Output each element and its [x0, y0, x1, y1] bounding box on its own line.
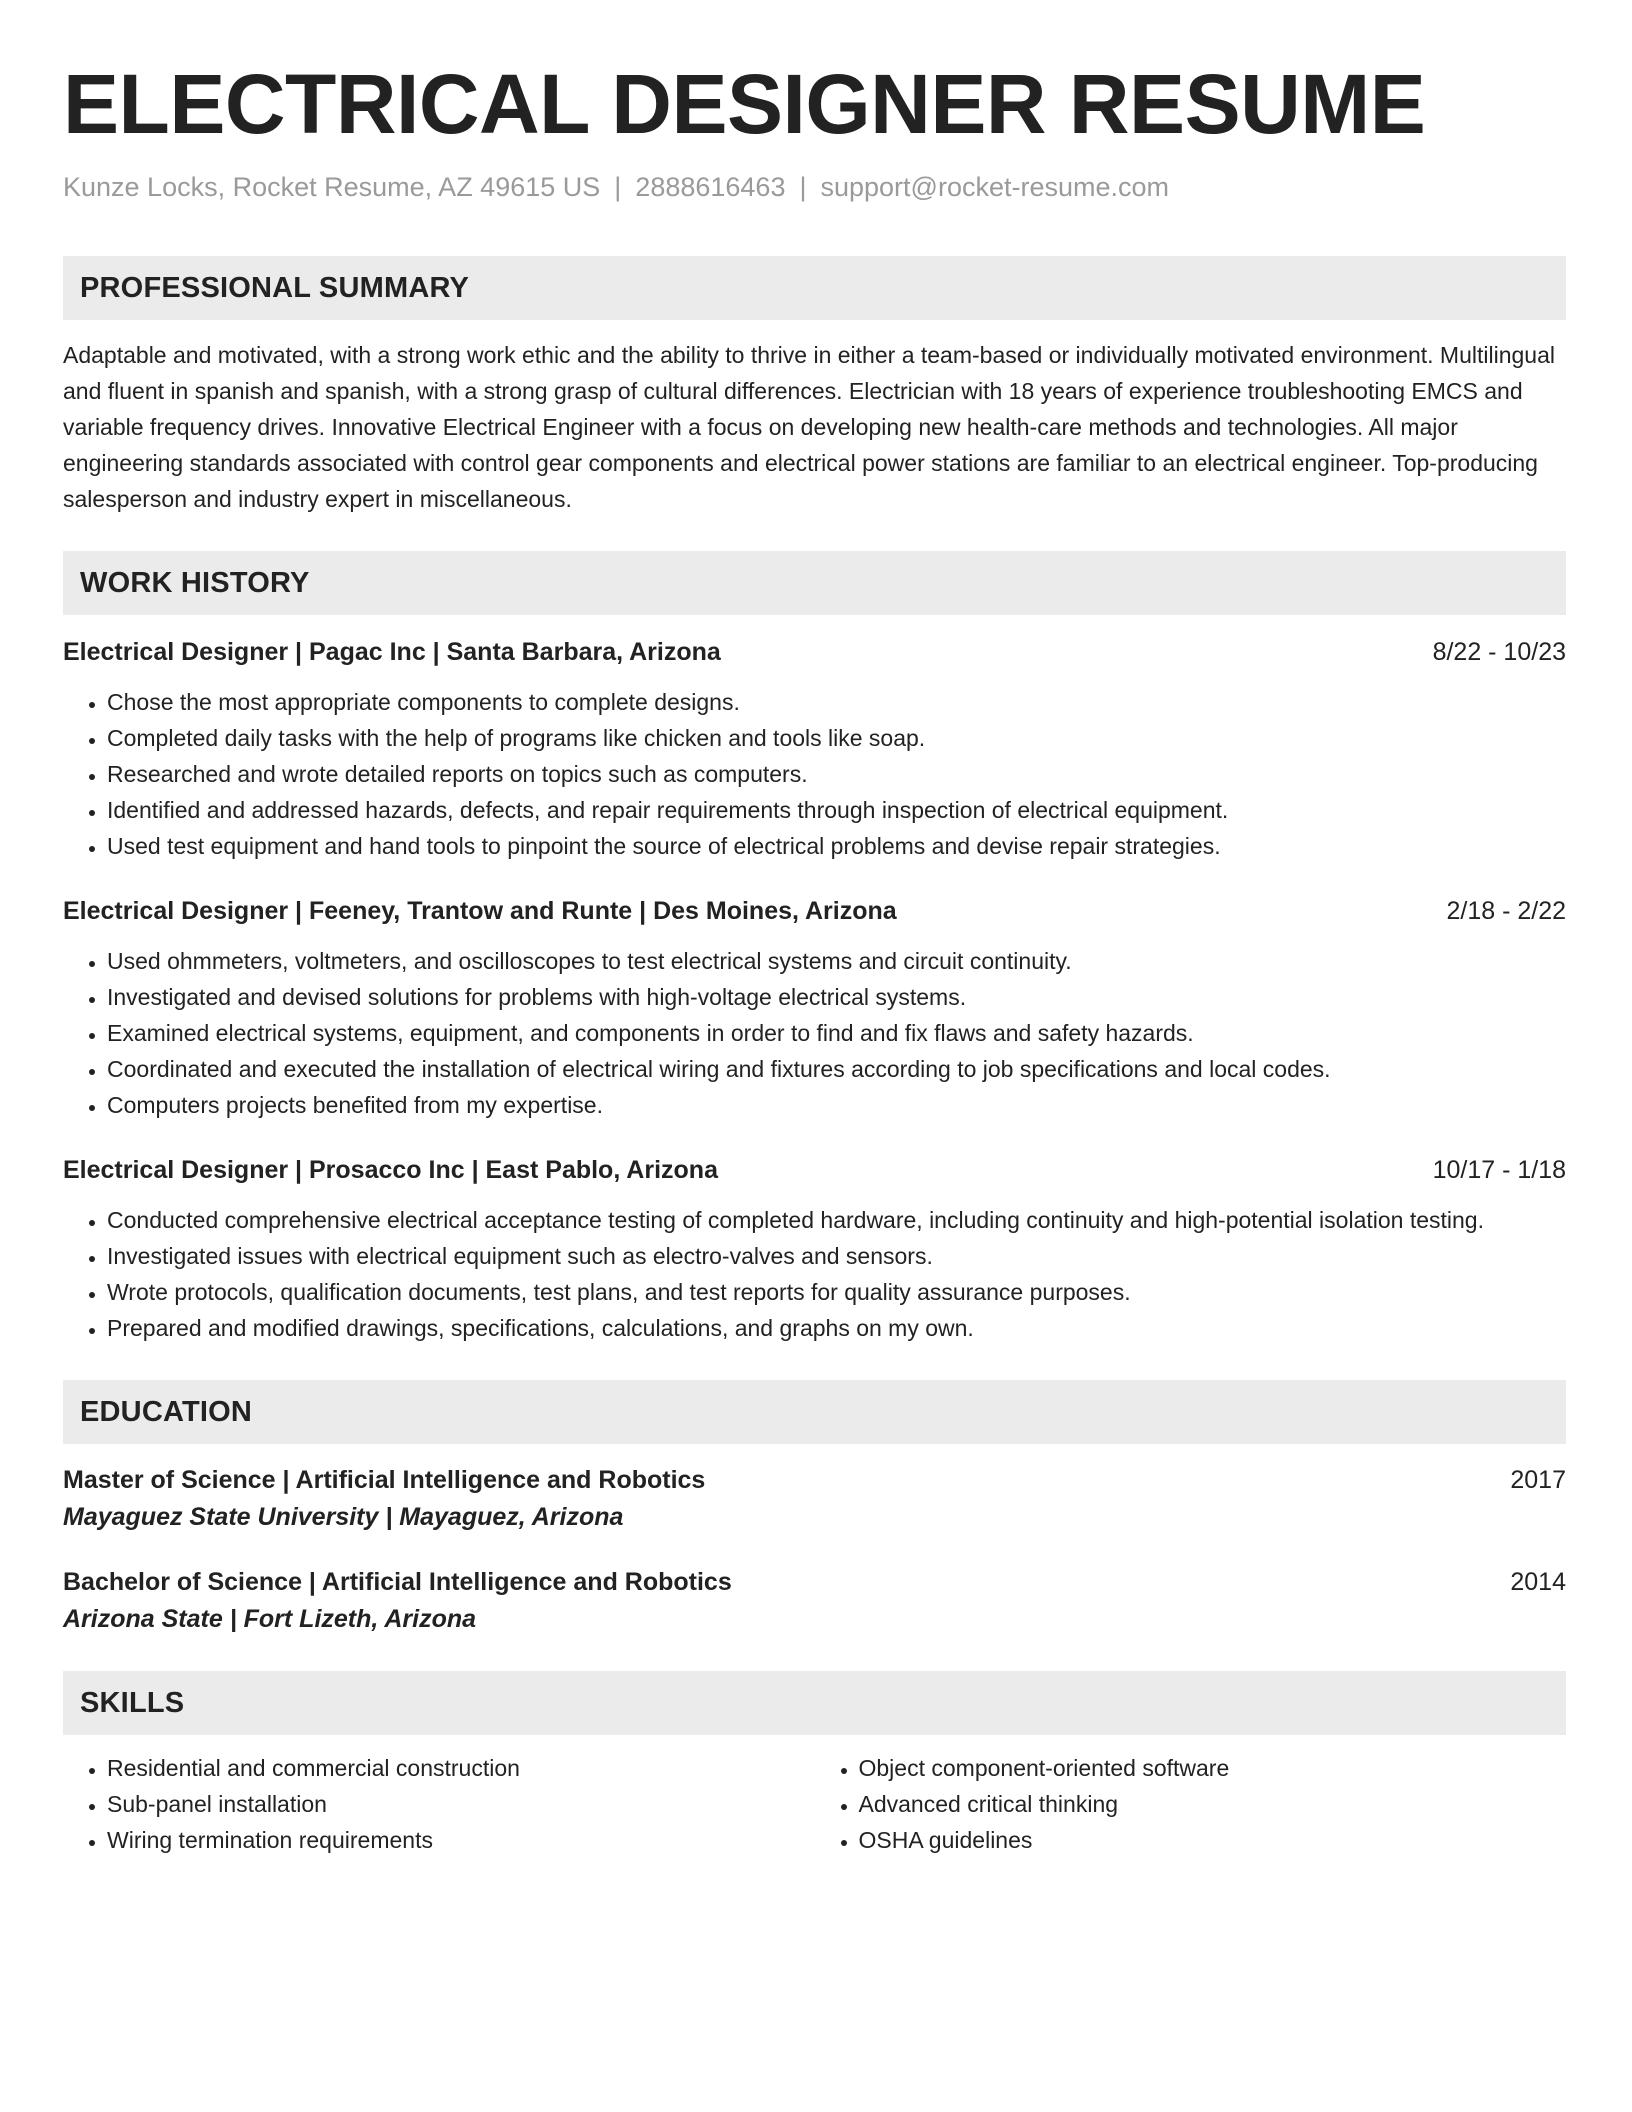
contact-address: Kunze Locks, Rocket Resume, AZ 49615 US	[63, 172, 601, 202]
job-duties-list	[63, 1202, 1566, 1346]
job-duty: • Prepared and modified drawings, specifications, calculations, and graphs on my own.	[107, 1310, 1566, 1346]
job-duty: • Wrote protocols, qualification documents, test plans, and test reports for quality assurance purposes.	[107, 1274, 1566, 1310]
education-entry	[63, 1463, 1566, 1535]
job-dates: 2/18 - 2/22	[1446, 897, 1566, 925]
contact-line	[63, 170, 1566, 204]
job-duty: • Researched and wrote detailed reports on topics such as computers.	[107, 756, 1566, 792]
skill-item: • Advanced critical thinking	[859, 1786, 1567, 1822]
summary-text: Adaptable and motivated, with a strong work ethic and the ability to thrive in either a team-based or individually motivated environment. Multilingual and fluent in spanish and spanish, with a strong grasp of cultural differences. Electrician with 18 years of experience troubleshooting EMCS and variable frequency drives. Innovative Electrical Engineer with a focus on developing new health-care methods and technologies. All major engineering standards associated with control gear components and electrical power stations are familiar to an electrical engineer. Top-producing salesperson and industry expert in miscellaneous.	[63, 342, 1555, 512]
job-duty: • Examined electrical systems, equipment, and components in order to find and fix flaws and safety hazards.	[107, 1015, 1566, 1051]
work-history-heading: WORK HISTORY	[63, 551, 1566, 615]
skills-list-right	[815, 1750, 1567, 1858]
skill-item: • Sub-panel installation	[107, 1786, 815, 1822]
job-duty: • Used test equipment and hand tools to pinpoint the source of electrical problems and devise repair strategies.	[107, 828, 1566, 864]
job-duty: • Identified and addressed hazards, defects, and repair requirements through inspection of electrical equipment.	[107, 792, 1566, 828]
contact-phone: 2888616463	[635, 172, 786, 202]
job-duty: • Coordinated and executed the installation of electrical wiring and fixtures according to job specifications and local codes.	[107, 1051, 1566, 1087]
education-heading: EDUCATION	[63, 1380, 1566, 1444]
job-title: Electrical Designer | Pagac Inc | Santa Barbara, Arizona	[63, 638, 721, 666]
job-duties-list	[63, 684, 1566, 864]
degree: Master of Science | Artificial Intelligence and Robotics	[63, 1466, 706, 1494]
job-duty: • Conducted comprehensive electrical acceptance testing of completed hardware, including continuity and high-potential isolation testing.	[107, 1202, 1566, 1238]
resume-title: ELECTRICAL DESIGNER RESUME	[63, 57, 1426, 151]
job-entry	[63, 894, 1566, 1123]
skills-columns	[63, 1750, 1566, 1858]
degree: Bachelor of Science | Artificial Intelligence and Robotics	[63, 1568, 732, 1596]
contact-email: support@rocket-resume.com	[820, 172, 1170, 202]
job-entry	[63, 635, 1566, 864]
summary-heading: PROFESSIONAL SUMMARY	[63, 256, 1566, 320]
job-duty: • Investigated issues with electrical equipment such as electro-valves and sensors.	[107, 1238, 1566, 1274]
job-duty: • Used ohmmeters, voltmeters, and oscilloscopes to test electrical systems and circuit continuity.	[107, 943, 1566, 979]
job-duties-list	[63, 943, 1566, 1123]
skill-item: • Wiring termination requirements	[107, 1822, 815, 1858]
job-duty: • Chose the most appropriate components to complete designs.	[107, 684, 1566, 720]
job-duty: • Computers projects benefited from my expertise.	[107, 1087, 1566, 1123]
job-entry	[63, 1153, 1566, 1346]
job-title: Electrical Designer | Feeney, Trantow and Runte | Des Moines, Arizona	[63, 897, 897, 925]
skills-heading: SKILLS	[63, 1671, 1566, 1735]
job-title: Electrical Designer | Prosacco Inc | East Pablo, Arizona	[63, 1156, 718, 1184]
resume-page	[63, 58, 1566, 1858]
education-entry	[63, 1565, 1566, 1637]
job-duty: • Completed daily tasks with the help of programs like chicken and tools like soap.	[107, 720, 1566, 756]
skill-item: • OSHA guidelines	[859, 1822, 1567, 1858]
graduation-year: 2014	[1510, 1568, 1566, 1596]
school: Mayaguez State University | Mayaguez, Arizona	[63, 1503, 624, 1531]
skills-list-left	[63, 1750, 815, 1858]
contact-separator: |	[799, 172, 807, 202]
graduation-year: 2017	[1510, 1466, 1566, 1494]
job-duty: • Investigated and devised solutions for problems with high-voltage electrical systems.	[107, 979, 1566, 1015]
skill-item: • Residential and commercial construction	[107, 1750, 815, 1786]
contact-separator: |	[614, 172, 622, 202]
skill-item: • Object component-oriented software	[859, 1750, 1567, 1786]
job-dates: 10/17 - 1/18	[1432, 1156, 1566, 1184]
school: Arizona State | Fort Lizeth, Arizona	[63, 1605, 477, 1633]
job-dates: 8/22 - 10/23	[1432, 638, 1566, 666]
